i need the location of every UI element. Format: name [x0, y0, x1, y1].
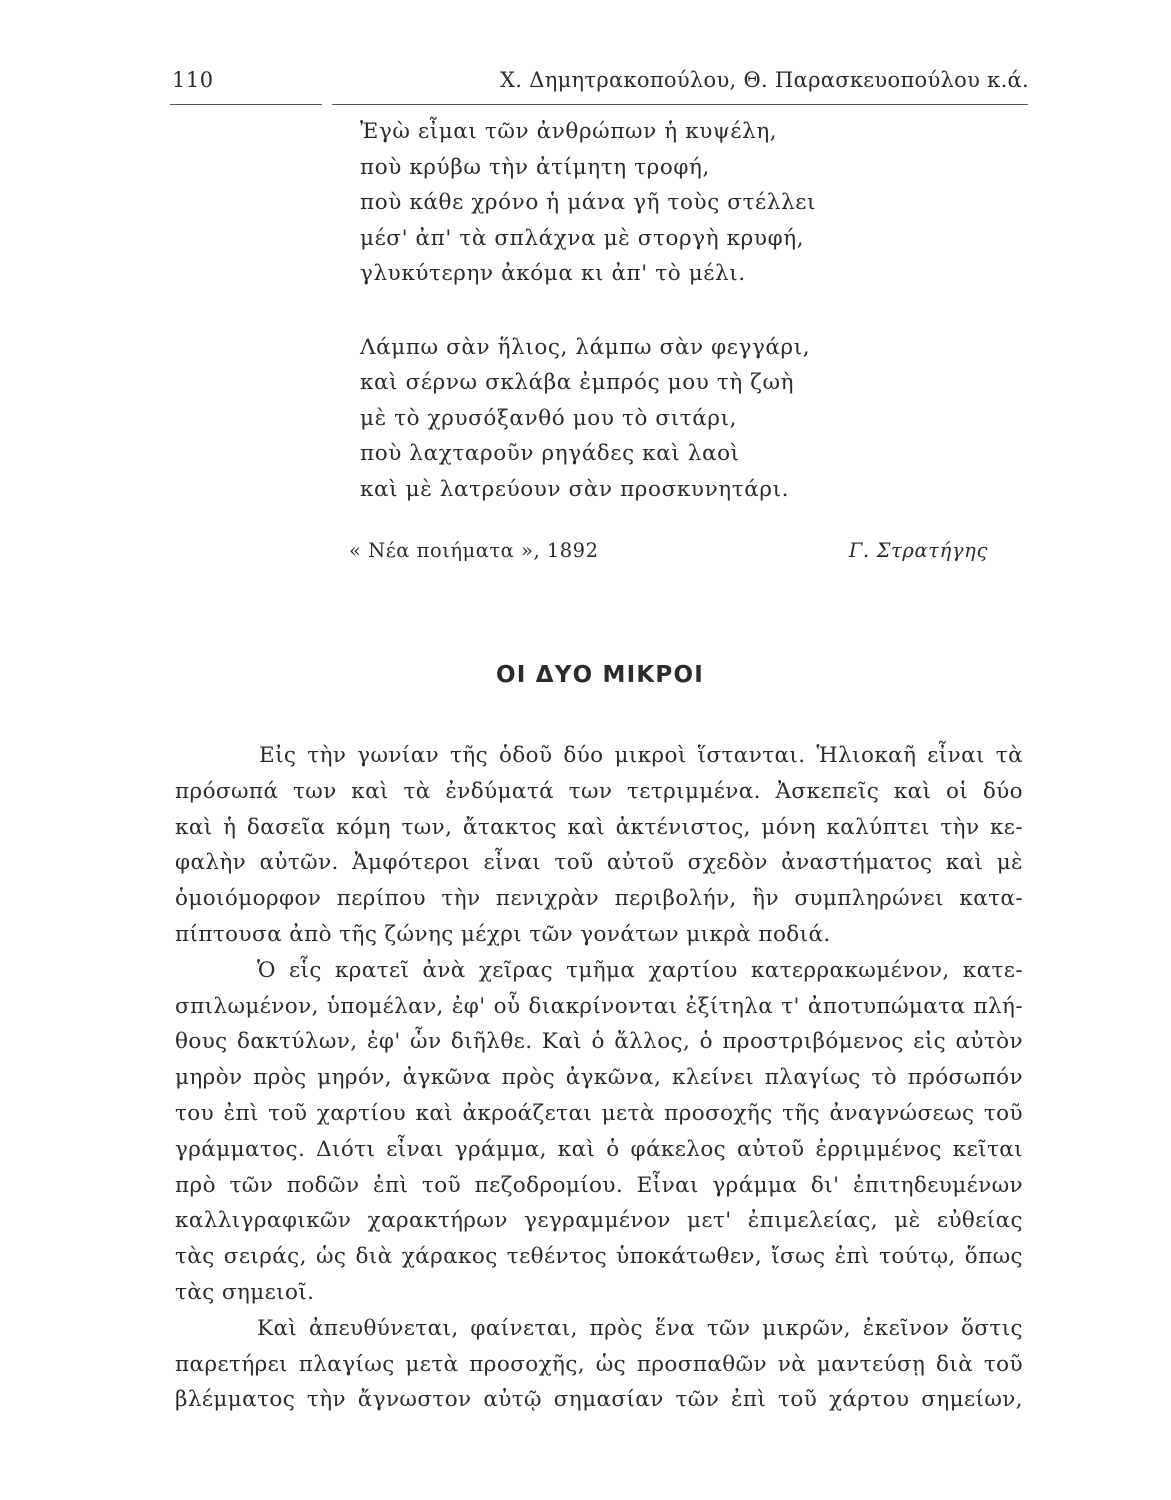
- text-line: βλέμματος τὴν ἄγνωστον αὐτῷ σημασίαν τῶν ἐπὶ τοῦ χάρτου σημείων,: [175, 1387, 1023, 1413]
- text-line: πρόσωπά των καὶ τὰ ἐνδύματά των τετριμμένα. Ἀσκεπεῖς καὶ οἱ δύο: [175, 778, 1023, 804]
- text-line: θους δακτύλων, ἐφ' ὧν διῆλθε. Καὶ ὁ ἄλλος, ὁ προστριβόμενος εἰς αὐτὸν: [175, 1029, 1023, 1055]
- verse-line: ποὺ κάθε χρόνο ἡ μάνα γῆ τοὺς στέλλει: [360, 190, 817, 215]
- text-line: Εἰς τὴν γωνίαν τῆς ὁδοῦ δύο μικροὶ ἵστανται. Ἡλιοκαῆ εἶναι τὰ: [259, 743, 1023, 768]
- text-line: μηρὸν πρὸς μηρόν, ἀγκῶνα πρὸς ἀγκῶνα, κλείνει πλαγίως τὸ πρόσωπόν: [175, 1065, 1023, 1091]
- text-line: φαλὴν αὐτῶν. Ἀμφότεροι εἶναι τοῦ αὐτοῦ σχεδὸν ἀναστήματος καὶ μὲ: [175, 850, 1023, 876]
- text-line: πίπτουσα ἀπὸ τῆς ζώνης μέχρι τῶν γονάτων μικρὰ ποδιά.: [175, 921, 831, 947]
- text-line: του ἐπὶ τοῦ χαρτίου καὶ ἀκροάζεται μετὰ προσοχῆς τῆς ἀναγνώσεως τοῦ: [175, 1100, 1023, 1126]
- header-rule-right: [332, 104, 1028, 105]
- text-line: ὁμοιόμορφον περίπου τὴν πενιχρὰν περιβολήν, ἣν συμπληρώνει κατα-: [175, 886, 1023, 912]
- verse-line: καὶ μὲ λατρεύουν σὰν προσκυνητάρι.: [360, 476, 790, 502]
- paragraph-1: [175, 738, 1023, 953]
- text-line: πρὸ τῶν ποδῶν ἐπὶ τοῦ πεζοδρομίου. Εἶναι γράμμα δι' ἐπιτηδευμένων: [175, 1172, 1023, 1198]
- verse-line: ποὺ κρύβω τὴν ἀτίμητη τροφή,: [360, 154, 710, 180]
- running-title: Χ. Δημητρακοπούλου, Θ. Παρασκευοπούλου κ.ά.: [500, 68, 1029, 92]
- prose-body: [175, 738, 1023, 1418]
- text-line: παρετήρει πλαγίως μετὰ προσοχῆς, ὡς προσπαθῶν νὰ μαντεύσῃ διὰ τοῦ: [175, 1351, 1023, 1377]
- text-line: τὰς σημειοῖ.: [175, 1279, 315, 1305]
- poem-stanza-2: [360, 330, 920, 508]
- citation-source: « Νέα ποιήματα », 1892: [349, 539, 599, 562]
- section-title: ΟΙ ΔΥΟ ΜΙΚΡΟΙ: [496, 662, 704, 688]
- paragraph-3: [175, 1311, 1023, 1418]
- citation-author: Γ. Στρατήγης: [848, 539, 988, 562]
- text-line: καλλιγραφικῶν χαρακτήρων γεγραμμένον μετ' ἐπιμελείας, μὲ εὐθείας: [175, 1208, 1023, 1234]
- text-line: σπιλωμένον, ὑπομέλαν, ἐφ' οὗ διακρίνονται ἐξίτηλα τ' ἀποτυπώματα πλή-: [175, 993, 1023, 1019]
- text-line: Ὁ εἷς κρατεῖ ἀνὰ χεῖρας τμῆμα χαρτίου κατερρακωμένον, κατε-: [257, 957, 1023, 983]
- verse-line: μέσ' ἀπ' τὰ σπλάχνα μὲ στοργὴ κρυφή,: [360, 225, 805, 251]
- poem: [360, 114, 920, 545]
- paragraph-2: [175, 953, 1023, 1311]
- verse-line: Ἐγὼ εἶμαι τῶν ἀνθρώπων ἡ κυψέλη,: [360, 119, 778, 144]
- verse-line: Λάμπω σὰν ἥλιος, λάμπω σὰν φεγγάρι,: [360, 334, 811, 360]
- verse-line: μὲ τὸ χρυσόξανθό μου τὸ σιτάρι,: [360, 405, 738, 431]
- verse-line: γλυκύτερην ἀκόμα κι ἀπ' τὸ μέλι.: [360, 261, 746, 286]
- text-line: Καὶ ἀπευθύνεται, φαίνεται, πρὸς ἕνα τῶν μικρῶν, ἐκεῖνον ὅστις: [257, 1315, 1023, 1341]
- poem-stanza-1: [360, 114, 920, 292]
- header-rule-left: [170, 104, 322, 105]
- text-line: καὶ ἡ δασεῖα κόμη των, ἄτακτος καὶ ἀκτένιστος, μόνη καλύπτει τὴν κε-: [175, 814, 1023, 840]
- page-number: 110: [172, 68, 214, 92]
- text-line: γράμματος. Διότι εἶναι γράμμα, καὶ ὁ φάκελος αὐτοῦ ἐρριμμένος κεῖται: [175, 1136, 1023, 1162]
- text-line: τὰς σειράς, ὡς διὰ χάρακος τεθέντος ὑποκάτωθεν, ἴσως ἐπὶ τούτῳ, ὅπως: [175, 1244, 1023, 1270]
- verse-line: ποὺ λαχταροῦν ρηγάδες καὶ λαοὶ: [360, 441, 740, 466]
- verse-line: καὶ σέρνω σκλάβα ἐμπρός μου τὴ ζωὴ: [360, 370, 795, 395]
